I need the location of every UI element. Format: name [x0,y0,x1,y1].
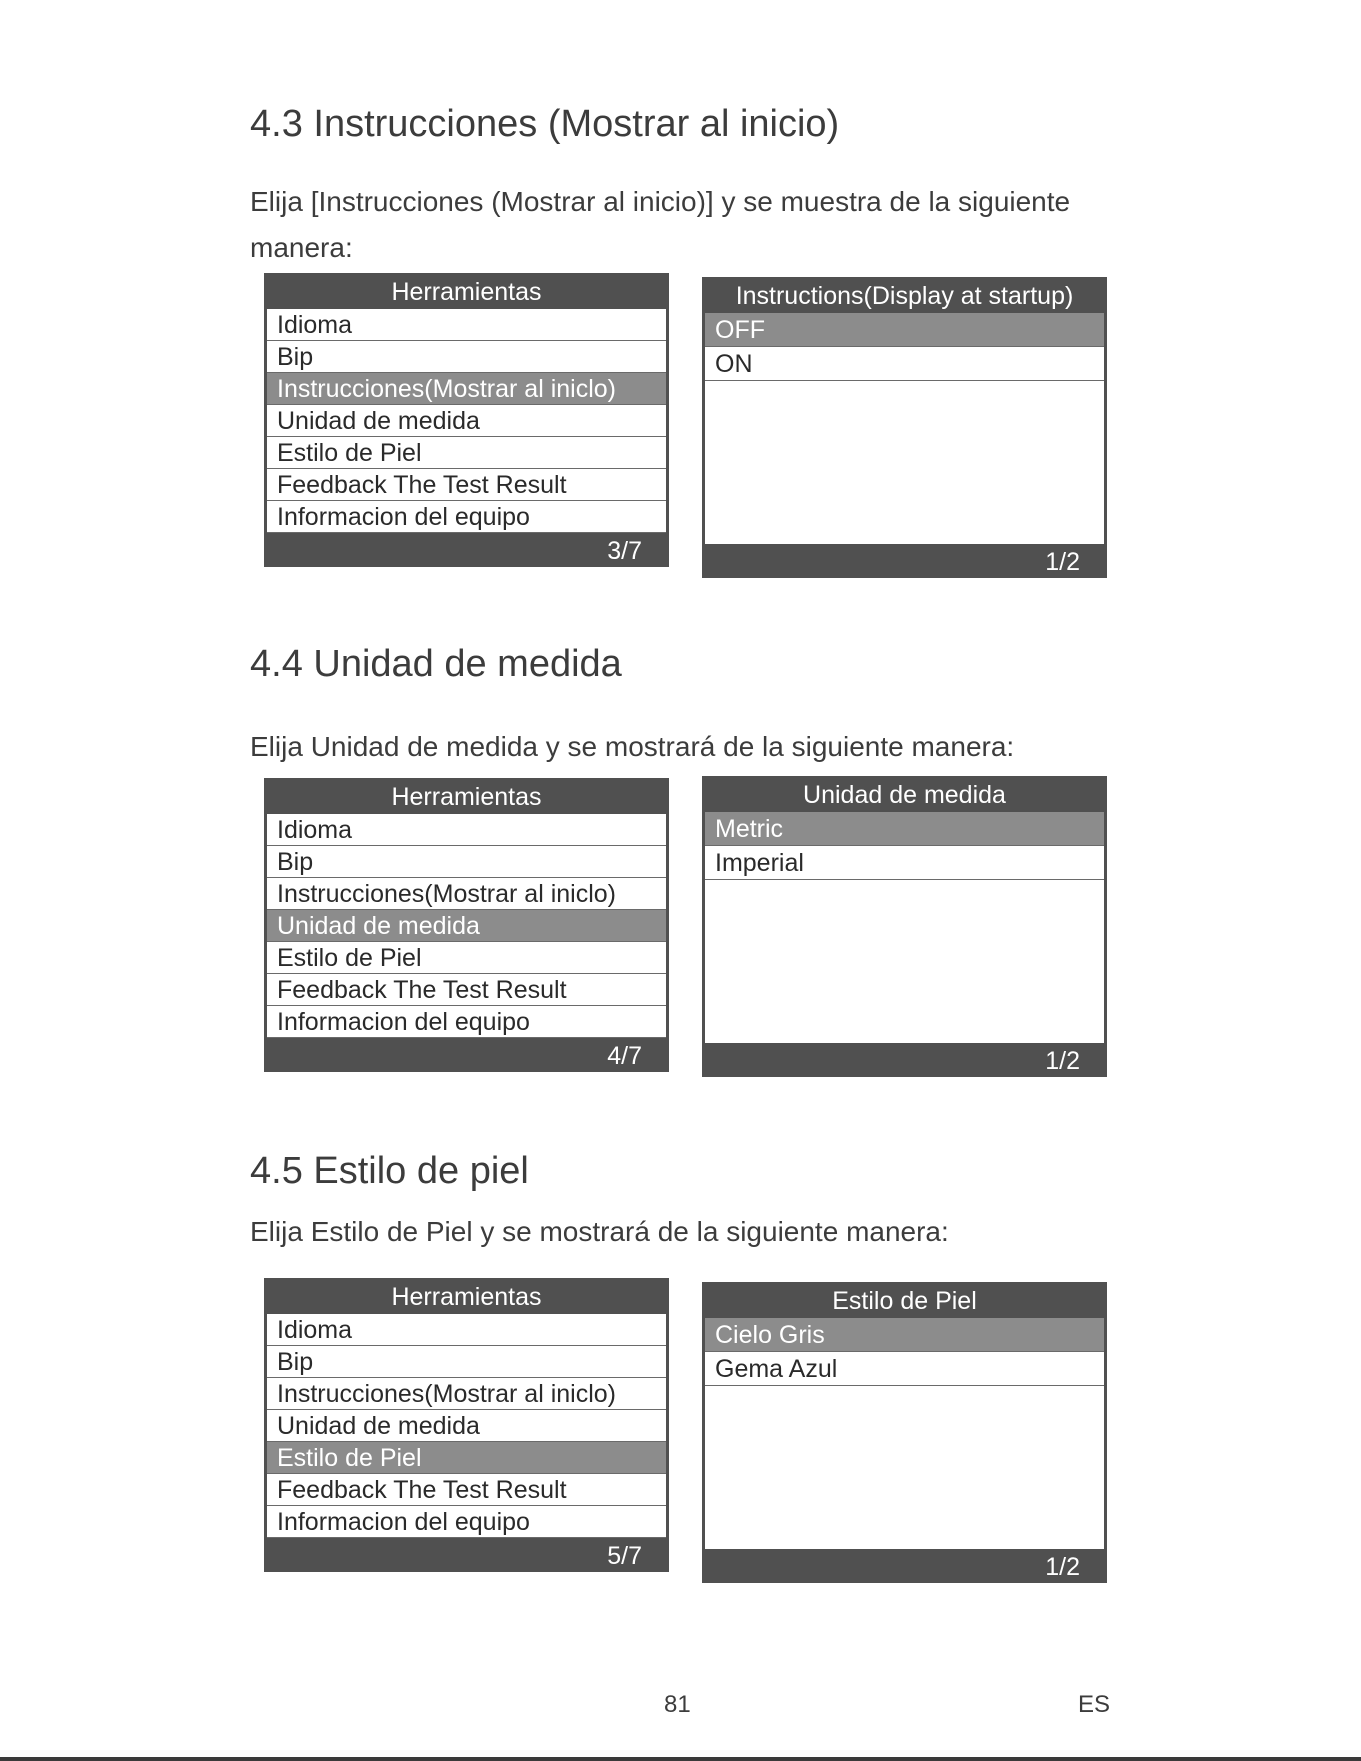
menu-item-informacion[interactable]: Informacion del equipo [267,1006,666,1038]
skin-option-screen [702,1282,1107,1583]
page-indicator: 1/2 [1045,1553,1080,1581]
option-list [705,812,1104,1043]
page-number: 81 [664,1691,691,1718]
menu-item-feedback[interactable]: Feedback The Test Result [267,469,666,501]
option-off[interactable]: OFF [705,313,1104,347]
menu-item-informacion[interactable]: Informacion del equipo [267,1506,666,1538]
menu-item-feedback[interactable]: Feedback The Test Result [267,974,666,1006]
option-gema-azul[interactable]: Gema Azul [705,1352,1104,1386]
section-intro: Elija Unidad de medida y se mostrará de la siguiente manera: [250,731,1015,762]
screen-title: Herramientas [391,1283,542,1311]
option-cielo-gris[interactable]: Cielo Gris [705,1318,1104,1352]
menu-list [267,814,666,1038]
menu-item-instrucciones[interactable]: Instrucciones(Mostrar al iniclo) [267,373,666,405]
menu-item-unidad[interactable]: Unidad de medida [267,405,666,437]
screen-title: Herramientas [391,278,542,306]
instructions-option-screen [702,277,1107,578]
page-indicator: 3/7 [607,537,642,565]
menu-item-unidad[interactable]: Unidad de medida [267,1410,666,1442]
bottom-rule [0,1757,1361,1761]
option-list [705,1318,1104,1549]
menu-item-idioma[interactable]: Idioma [267,1314,666,1346]
section-intro: Elija Estilo de Piel y se mostrará de la siguiente manera: [250,1216,949,1247]
menu-list [267,309,666,533]
page-indicator: 4/7 [607,1042,642,1070]
screen-title: Herramientas [391,783,542,811]
menu-item-idioma[interactable]: Idioma [267,309,666,341]
screen-title: Instructions(Display at startup) [735,282,1074,310]
menu-item-estilo[interactable]: Estilo de Piel [267,437,666,469]
section-heading: 4.4 Unidad de medida [250,643,622,685]
section-heading: 4.3 Instrucciones (Mostrar al inicio) [250,103,840,145]
option-imperial[interactable]: Imperial [705,846,1104,880]
menu-item-unidad[interactable]: Unidad de medida [267,910,666,942]
menu-item-bip[interactable]: Bip [267,341,666,373]
menu-list [267,1314,666,1538]
menu-item-instrucciones[interactable]: Instrucciones(Mostrar al iniclo) [267,878,666,910]
tools-menu-screen [264,1278,669,1572]
option-on[interactable]: ON [705,347,1104,381]
menu-item-estilo[interactable]: Estilo de Piel [267,1442,666,1474]
language-code: ES [1078,1691,1111,1718]
unit-option-screen [702,776,1107,1077]
menu-item-idioma[interactable]: Idioma [267,814,666,846]
menu-item-estilo[interactable]: Estilo de Piel [267,942,666,974]
screen-title: Estilo de Piel [832,1287,977,1315]
option-metric[interactable]: Metric [705,812,1104,846]
menu-item-instrucciones[interactable]: Instrucciones(Mostrar al iniclo) [267,1378,666,1410]
menu-item-bip[interactable]: Bip [267,1346,666,1378]
option-list [705,313,1104,544]
menu-item-feedback[interactable]: Feedback The Test Result [267,1474,666,1506]
tools-menu-screen [264,778,669,1072]
page-indicator: 5/7 [607,1542,642,1570]
section-intro: Elija [Instrucciones (Mostrar al inicio)] y se muestra de la siguiente [250,186,1071,217]
section-intro-continued: manera: [250,232,353,263]
page-indicator: 1/2 [1045,1047,1080,1075]
menu-item-bip[interactable]: Bip [267,846,666,878]
menu-item-informacion[interactable]: Informacion del equipo [267,501,666,533]
section-heading: 4.5 Estilo de piel [250,1150,529,1192]
screen-title: Unidad de medida [803,781,1006,809]
page-indicator: 1/2 [1045,548,1080,576]
tools-menu-screen [264,273,669,567]
